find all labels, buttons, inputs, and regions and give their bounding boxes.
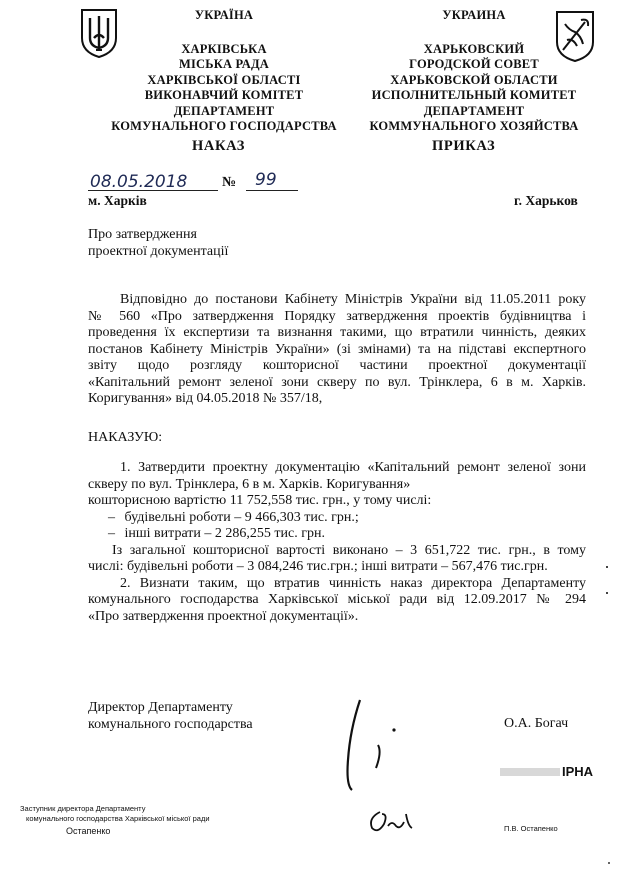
preamble-line: проведення їх експертизи та визнання такими, що втратили чинність, деяких [88, 325, 586, 340]
signer-title [88, 700, 253, 733]
bullet-text: інші витрати – 2 286,255 тис. грн. [124, 526, 325, 541]
org-line: ИСПОЛНИТЕЛЬНЫЙ КОМИТЕТ [371, 88, 577, 102]
item-line: 2. Визнати таким, що втратив чинність наказ директора Департаменту [120, 575, 586, 591]
approval-stamp [20, 804, 210, 836]
preamble-line: «Капітальний ремонт зеленої зони скверу по вул. Трінклера, 6 в м. Харків. [88, 374, 586, 390]
number-handwritten: 99 [255, 170, 277, 190]
org-line: КОМУНАЛЬНОГО ГОСПОДАРСТВА [111, 119, 337, 133]
bullet-mark: – [108, 509, 115, 525]
org-line: ДЕПАРТАМЕНТ [423, 103, 525, 118]
bullet-item [88, 526, 586, 543]
order-word: НАКАЗУЮ: [88, 430, 163, 445]
date-underline [88, 190, 218, 191]
scan-speck [606, 566, 608, 568]
stamp-text: ІРНА [562, 764, 594, 779]
header-right [358, 8, 590, 135]
item-line: Із загальної кошторисної вартості виконано – 3 651,722 тис. грн., в тому [112, 542, 586, 558]
org-line: ХАРКІВСЬКОЇ ОБЛАСТІ [147, 72, 301, 87]
item-1 [88, 460, 586, 625]
doc-type-ru: ПРИКАЗ [432, 138, 496, 154]
item-line: кошторисною вартістю 11 752,558 тис. грн., у тому числі: [88, 493, 432, 508]
number-underline [246, 190, 298, 191]
approval-line: комунального господарства Харківської міської ради [26, 814, 210, 823]
item-line: комунального господарства Харківської міської ради від 12.09.2017 № 294 [88, 592, 586, 607]
approval-line: Остапенко [66, 826, 111, 836]
org-line: ДЕПАРТАМЕНТ [173, 103, 275, 118]
bullet-mark: – [108, 526, 115, 541]
stamp-blur [500, 768, 560, 776]
org-line: ВИКОНАВЧИЙ КОМІТЕТ [144, 88, 304, 102]
signer-name: О.А. Богач [504, 716, 569, 731]
approval-signature-icon [366, 804, 416, 838]
approval-line: Заступник директора Департаменту [20, 804, 146, 813]
item-line: 1. Затвердити проектну документацію «Капітальний ремонт зеленої зони [120, 460, 586, 475]
scan-speck [606, 592, 608, 594]
subject-line: проектної документації [88, 243, 229, 259]
org-line: ГОРОДСКОЙ СОВЕТ [409, 57, 539, 71]
org-line: ХАРЬКОВСКИЙ [423, 41, 525, 56]
approval-name: П.В. Остапенко [504, 824, 558, 833]
org-line: ХАРКІВСЬКА [181, 41, 267, 56]
preamble-line: № 560 «Про затвердження Порядку затвердження проектів будівництва і [88, 308, 586, 324]
bullet-text: будівельні роботи – 9 466,303 тис. грн.; [124, 509, 359, 525]
number-sign: № [222, 175, 237, 190]
signature-icon [330, 690, 420, 800]
country-ua: УКРАЇНА [194, 8, 254, 22]
item-line: числі: будівельні роботи – 3 084,246 тис.грн.; інші витрати – 567,476 тис.грн. [88, 559, 548, 574]
org-line: КОММУНАЛЬНОГО ХОЗЯЙСТВА [369, 119, 579, 133]
item-line: «Про затвердження проектної документації». [88, 608, 359, 624]
preamble-line: Відповідно до постанови Кабінету Міністрів України від 11.05.2011 року [120, 292, 586, 307]
header-left [102, 8, 346, 135]
signer-title-line: Директор Департаменту [88, 700, 233, 715]
item-line: скверу по вул. Трінклера, 6 в м. Харків. Коригування» [88, 476, 411, 492]
country-ru: УКРАИНА [442, 8, 506, 22]
preamble-line: постанов Кабінету Міністрів України» (зі змінами) та на підставі експертного [88, 341, 586, 357]
org-line: ХАРЬКОВСКОЙ ОБЛАСТИ [390, 72, 558, 87]
subject [88, 227, 228, 260]
bullet-item [88, 510, 586, 527]
doc-type-ua: НАКАЗ [192, 138, 246, 154]
subject-line: Про затвердження [88, 227, 197, 242]
preamble [88, 292, 586, 408]
city-ua: м. Харків [88, 193, 147, 208]
signer-title-line: комунального господарства [88, 716, 253, 732]
city-ru: г. Харьков [514, 193, 578, 208]
preamble-line: звіту щодо розгляду кошторисної частини проектної документації [88, 358, 586, 373]
preamble-line: Коригування» від 04.05.2018 № 357/18, [88, 391, 323, 406]
date-handwritten: 08.05.2018 [90, 172, 188, 192]
scan-speck [608, 862, 610, 864]
org-line: МІСЬКА РАДА [178, 57, 270, 71]
